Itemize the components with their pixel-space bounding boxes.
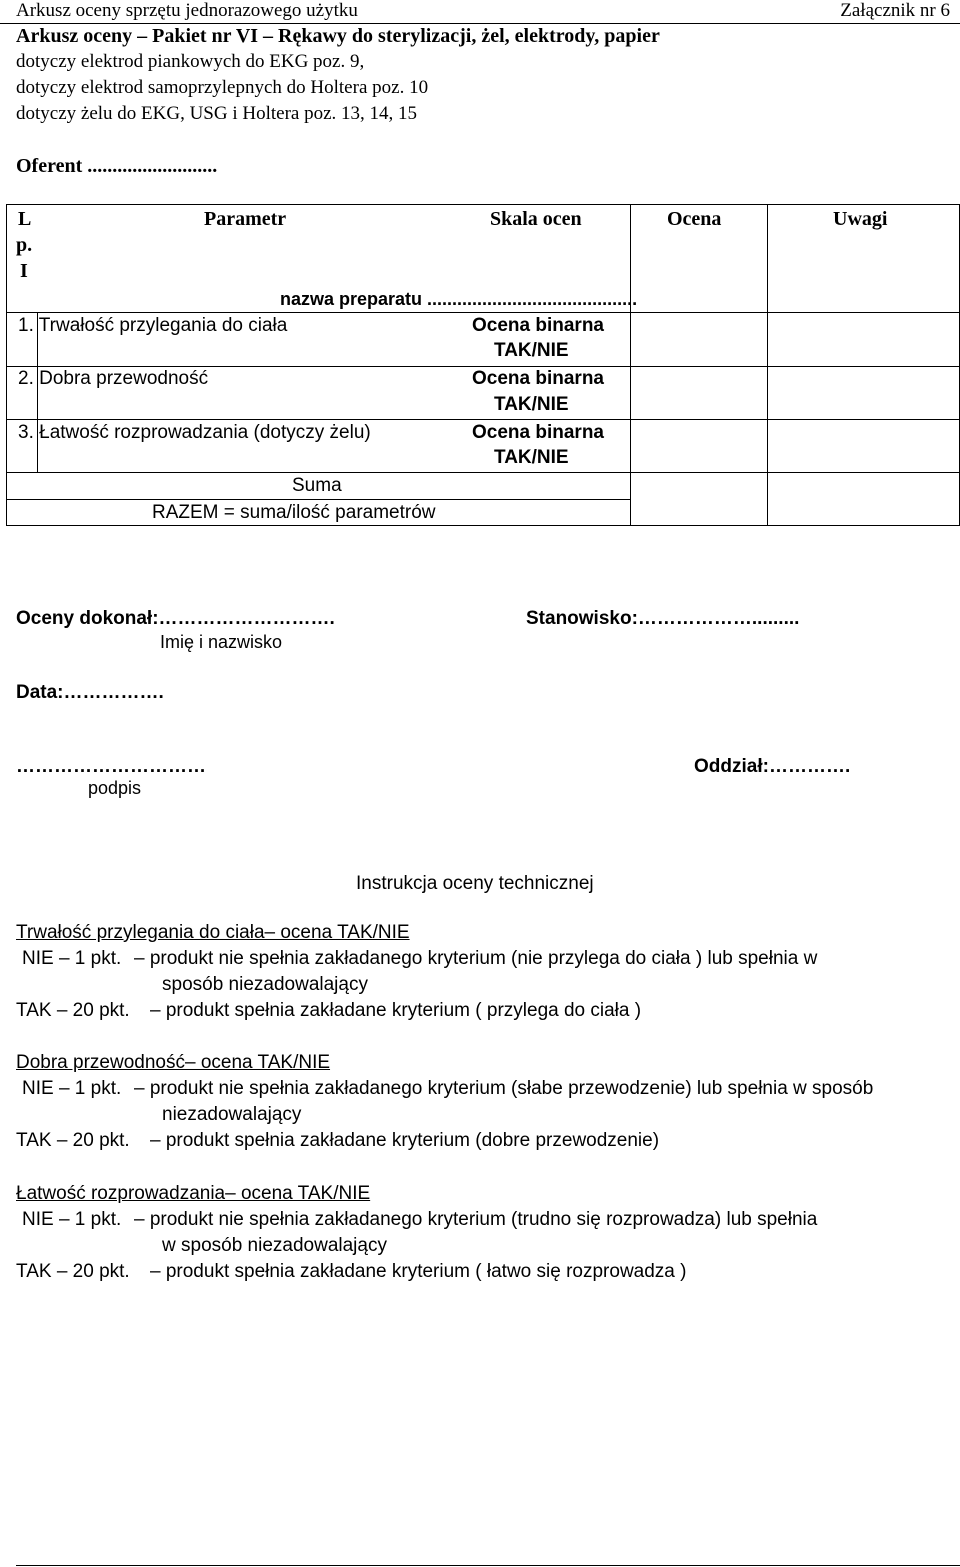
instr-adhesion-nie-text-cont: sposób niezadowalający [162,974,368,995]
position-field: Stanowisko:………………......... [526,608,800,629]
table-rule-bottom [6,525,960,526]
department-field: Oddział:…………. [694,756,851,777]
instructions-title: Instrukcja oceny technicznej [356,873,594,894]
running-header-title: Arkusz oceny sprzętu jednorazowego użytku [16,0,358,21]
attachment-number: Załącznik nr 6 [840,0,950,21]
col-score: Ocena [667,208,722,230]
signature-hint: podpis [88,778,142,798]
row-param-adhesion: 1. Trwałość przylegania do ciała [18,315,288,336]
instr-conductivity-nie-text-cont: niezadowalający [162,1104,302,1125]
table-rule-left [6,204,7,526]
instr-conductivity-tak-label: TAK – 20 pkt. [16,1130,130,1151]
instr-adhesion-heading: Trwałość przylegania do ciała– ocena TAK/NIE [16,922,410,943]
col-lp-p: p. [16,234,33,256]
col-notes: Uwagi [833,208,888,230]
col-scale: Skala ocen [490,208,582,230]
table-rule-top [6,204,960,205]
instr-spreadability-tak-text: – produkt spełnia zakładane kryterium ( łatwo się rozprowadza ) [150,1261,687,1282]
row-scale-adhesion: Ocena binarna [472,315,604,336]
table-rule-row1 [6,312,960,313]
assessor-name-hint: Imię i nazwisko [160,632,283,652]
footer-rule [16,1565,960,1566]
header-rule [0,23,960,24]
product-name-field: nazwa preparatu .......................................... [280,289,638,309]
row-scale-spreadability-value: TAK/NIE [494,447,569,468]
assessed-by-field: Oceny dokonał:………………………. [16,608,335,629]
instr-spreadability-nie-label: NIE – 1 pkt. [22,1209,122,1230]
row-param-spreadability: 3. Łatwość rozprowadzania (dotyczy żelu) [18,422,371,443]
title-line-electrodes-foam: dotyczy elektrod piankowych do EKG poz. 9, [16,51,365,72]
table-rule-score-right [767,204,768,526]
signature-line: ………………………… [16,756,206,777]
instr-adhesion-nie-text: – produkt nie spełnia zakładanego kryterium (nie przylega do ciała ) lub spełnia w [134,948,818,969]
row-param-conductivity: 2. Dobra przewodność [18,368,209,389]
instr-conductivity-nie-label: NIE – 1 pkt. [22,1078,122,1099]
document-title: Arkusz oceny – Pakiet nr VI – Rękawy do sterylizacji, żel, elektrody, papier [16,25,660,47]
instr-spreadability-nie-text-cont: w sposób niezadowalający [162,1235,387,1256]
date-field: Data:……………. [16,682,164,703]
table-rule-scale-right [630,204,631,526]
table-rule-sum [6,472,960,473]
instr-spreadability-tak-label: TAK – 20 pkt. [16,1261,130,1282]
instr-spreadability-heading: Łatwość rozprowadzania– ocena TAK/NIE [16,1183,371,1204]
instr-adhesion-tak-text: – produkt spełnia zakładane kryterium ( przylega do ciała ) [150,1000,642,1021]
row-scale-conductivity: Ocena binarna [472,368,604,389]
offerer-field: Oferent .......................... [16,155,218,177]
instr-conductivity-nie-text: – produkt nie spełnia zakładanego kryterium (słabe przewodzenie) lub spełnia w sposób [134,1078,874,1099]
instr-conductivity-heading: Dobra przewodność– ocena TAK/NIE [16,1052,331,1073]
instr-adhesion-nie-label: NIE – 1 pkt. [22,948,122,969]
table-rule-row3 [6,419,960,420]
instr-spreadability-nie-text: – produkt nie spełnia zakładanego kryterium (trudno się rozprowadza) lub spełnia [134,1209,818,1230]
title-line-electrodes-holter: dotyczy elektrod samoprzylepnych do Holtera poz. 10 [16,77,429,98]
instr-adhesion-tak-label: TAK – 20 pkt. [16,1000,130,1021]
col-lp-l: L [18,208,32,230]
table-rule-row2 [6,366,960,367]
sum-label: Suma [292,475,342,496]
total-formula: RAZEM = suma/ilość parametrów [152,502,436,523]
table-rule-total [6,499,630,500]
col-parameter: Parametr [204,208,287,230]
instr-conductivity-tak-text: – produkt spełnia zakładane kryterium (dobre przewodzenie) [150,1130,660,1151]
row-scale-conductivity-value: TAK/NIE [494,394,569,415]
col-lp-i: I [20,260,28,282]
title-line-gel: dotyczy żelu do EKG, USG i Holtera poz. 13, 14, 15 [16,103,418,124]
row-scale-adhesion-value: TAK/NIE [494,340,569,361]
row-scale-spreadability: Ocena binarna [472,422,604,443]
